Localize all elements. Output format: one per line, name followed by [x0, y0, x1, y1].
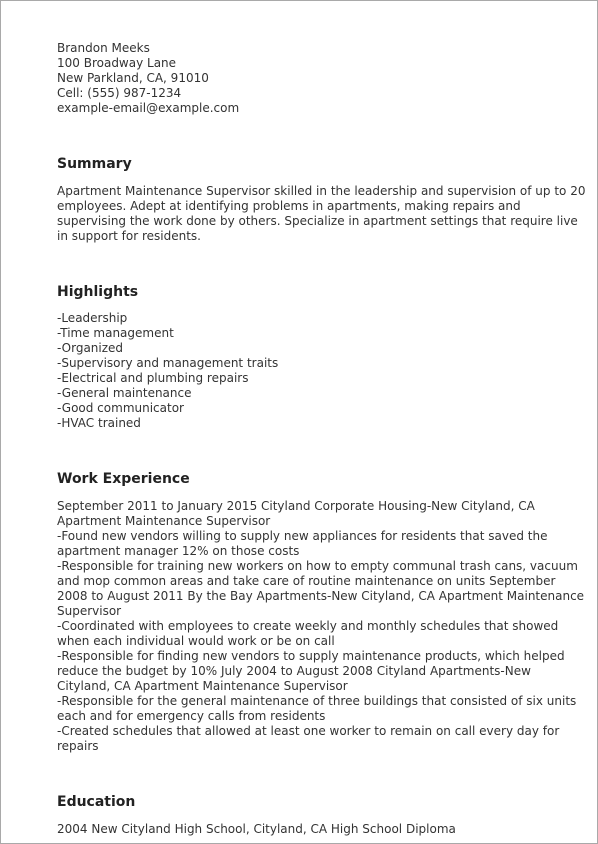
education-text: 2004 New Cityland High School, Cityland, CA High School Diploma: [57, 822, 456, 836]
contact-block: [57, 41, 587, 116]
highlight-item: -Organized: [57, 341, 124, 355]
work-experience-paragraph: September 2011 to January 2015 Cityland Corporate Housing-New Cityland, CA Apartment Maintenance Supervisor: [57, 499, 535, 528]
highlight-item: -Leadership: [57, 311, 128, 325]
education-heading: Education: [57, 794, 136, 810]
resume-content: [57, 41, 587, 837]
highlight-item: -HVAC trained: [57, 416, 141, 430]
work-experience-paragraph: -Created schedules that allowed at least one worker to remain on call every day for repairs: [57, 724, 560, 753]
summary-text: Apartment Maintenance Supervisor skilled in the leadership and supervision of up to 20 employees. Adept at identifying problems in apartments, making repairs and supervising the work done by others. Specialize in apartment settings that require live in support for residents.: [57, 184, 586, 243]
contact-city: New Parkland, CA, 91010: [57, 71, 209, 85]
work-experience-paragraph: -Found new vendors willing to supply new appliances for residents that saved the apartment manager 12% on those costs: [57, 529, 548, 558]
contact-cell: Cell: (555) 987-1234: [57, 86, 182, 100]
work-experience-paragraph: -Responsible for finding new vendors to supply maintenance products, which helped reduce the budget by 10% July 2004 to August 2008 Cityland Apartments-New Cityland, CA Apartment Maintenance Supervisor: [57, 649, 565, 693]
contact-email: example-email@example.com: [57, 101, 240, 115]
work-experience-paragraph: -Responsible for the general maintenance of three buildings that consisted of six units each and for emergency calls from residents: [57, 694, 577, 723]
work-experience-paragraph: -Responsible for training new workers on how to empty communal trash cans, vacuum and mop common areas and take care of routine maintenance on units September 2008 to August 2011 By the Bay Apartments-New Cityland, CA Apartment Maintenance Supervisor: [57, 559, 585, 618]
highlight-item: -Time management: [57, 326, 174, 340]
work-experience-paragraph: -Coordinated with employees to create weekly and monthly schedules that showed when each individual would work or be on call: [57, 619, 559, 648]
highlights-heading: Highlights: [57, 284, 139, 300]
highlight-item: -Supervisory and management traits: [57, 356, 279, 370]
highlights-list: [57, 311, 587, 431]
highlight-item: -Good communicator: [57, 401, 184, 415]
work-experience-heading: Work Experience: [57, 471, 190, 487]
summary-heading: Summary: [57, 156, 132, 172]
contact-name: Brandon Meeks: [57, 41, 150, 55]
highlight-item: -General maintenance: [57, 386, 192, 400]
highlight-item: -Electrical and plumbing repairs: [57, 371, 249, 385]
work-experience-list: [57, 499, 587, 754]
contact-street: 100 Broadway Lane: [57, 56, 177, 70]
